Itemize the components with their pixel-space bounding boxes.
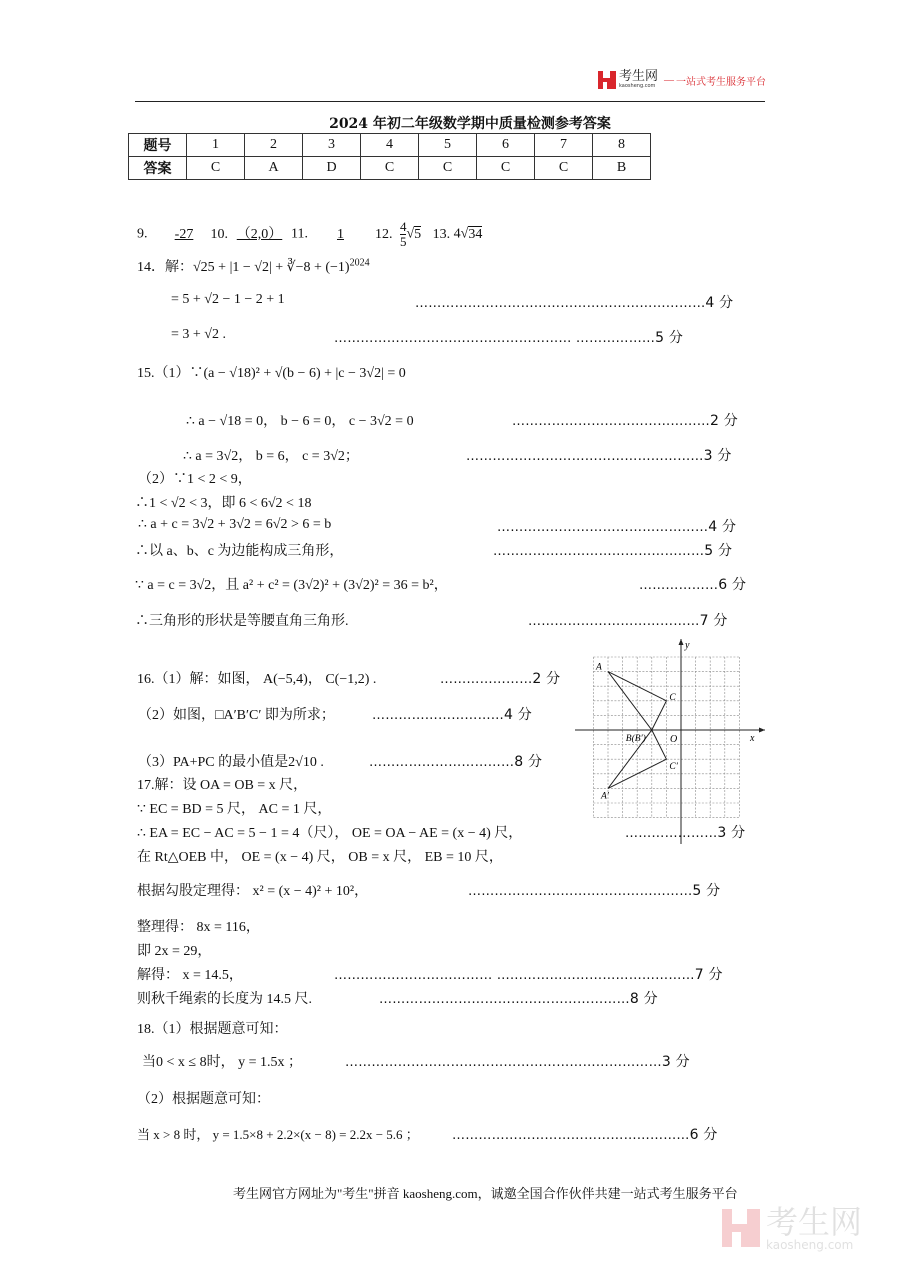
coordinate-figure <box>575 636 770 846</box>
q14-line-1 <box>137 256 370 276</box>
score-leader: ………………………………………2 分 <box>512 413 738 429</box>
q10-answer: （2,0） <box>236 226 283 242</box>
table-cell: A <box>245 157 303 180</box>
score-leader: …………………2 分 <box>440 671 561 687</box>
logo-text-cn: 考生网 <box>619 69 659 84</box>
q15-line-1: 15.（1）∵(a − √18)² + √(b − 6) + |c − 3√2| = 0 <box>137 366 406 381</box>
score-label: 5 分 <box>692 883 721 899</box>
score-label: 6 分 <box>718 577 747 593</box>
score-leader: …………………3 分 <box>625 825 746 841</box>
score-leader: ………………………………………………6 分 <box>452 1127 718 1143</box>
score-label: 7 分 <box>699 613 728 629</box>
watermark-text-en: kaosheng.com <box>766 1238 854 1252</box>
table-cell: 6 <box>477 134 535 157</box>
q15-line-2: ∴ a − √18 = 0， b − 6 = 0， c − 3√2 = 0 <box>186 414 414 429</box>
table-cell: C <box>361 157 419 180</box>
q17-line-6: 整理得： 8x = 116， <box>137 920 260 935</box>
table-cell: C <box>187 157 245 180</box>
score-label: 3 分 <box>661 1054 690 1070</box>
table-cell: C <box>419 157 477 180</box>
q15-line-7: ∴以 a、b、c 为边能构成三角形， <box>135 544 344 559</box>
watermark-logo <box>722 1205 862 1251</box>
q17-line-9: 则秋千绳索的长度为 14.5 尺. <box>137 992 312 1007</box>
q14-expression: 14．解：√25 + |1 − √2| + ∛−8 + (−1) <box>137 260 350 275</box>
y-axis-label: y <box>685 640 690 651</box>
score-leader: ………………………………………………3 分 <box>466 448 732 464</box>
score-leader: …………………………………………5 分 <box>493 543 733 559</box>
header-slogan: 一站式考生服务平台 <box>676 76 767 88</box>
answer-table <box>128 133 651 180</box>
q15-line-8: ∵ a = c = 3√2，且 a² + c² = (3√2)² + (3√2)² = 36 = b²， <box>135 578 448 593</box>
table-row <box>129 157 651 180</box>
origin-label: O <box>670 734 678 745</box>
score-leader: …………………………………………………………4 分 <box>415 295 734 311</box>
score-label: 3 分 <box>703 448 732 464</box>
score-label: 4 分 <box>705 295 734 311</box>
q12-label: 12. <box>374 226 393 242</box>
y-axis-arrow-icon <box>679 639 684 645</box>
row-header: 答案 <box>129 157 187 180</box>
score-leader: ……………………………………………… ………………5 分 <box>334 330 684 346</box>
score-label: 7 分 <box>694 967 723 983</box>
watermark-text-cn: 考生网 <box>766 1203 863 1241</box>
q13-radicand: 34 <box>468 226 483 242</box>
score-leader: ………………6 分 <box>639 577 747 593</box>
score-leader: ……………………………8 分 <box>369 754 543 770</box>
x-axis-arrow-icon <box>759 728 765 733</box>
table-cell: 1 <box>187 134 245 157</box>
table-row <box>129 134 651 157</box>
table-cell: 2 <box>245 134 303 157</box>
watermark-mark-icon <box>722 1209 760 1247</box>
q12-numerator: 4 <box>399 219 407 234</box>
q18-line-2: 当0 < x ≤ 8时， y = 1.5x ； <box>142 1055 302 1070</box>
row-header: 题号 <box>129 134 187 157</box>
page-title: 2024 年初二年级数学期中质量检测参考答案 <box>329 116 611 132</box>
score-label: 8 分 <box>629 991 658 1007</box>
table-cell: B <box>593 157 651 180</box>
point-label: A′ <box>601 791 609 802</box>
table-cell: 3 <box>303 134 361 157</box>
q9-answer: -27 <box>174 226 194 242</box>
score-label: 5 分 <box>655 330 684 346</box>
logo-text-en: kaosheng.com <box>619 83 656 89</box>
table-cell: C <box>477 157 535 180</box>
q17-line-1: 17.解：设 OA = OB = x 尺， <box>137 778 308 793</box>
q16-line-1: 16.（1）解：如图， A(−5,4)， C(−1,2) . <box>137 672 377 687</box>
score-leader: …………………………4 分 <box>372 707 532 723</box>
q18-line-3: （2）根据题意可知： <box>137 1092 270 1107</box>
point-label: C <box>669 692 676 703</box>
x-axis-label: x <box>750 733 755 744</box>
score-label: 8 分 <box>514 754 543 770</box>
score-leader: …………………………………………………8 分 <box>379 991 658 1007</box>
q17-line-7: 即 2x = 29， <box>137 944 212 959</box>
table-cell: C <box>535 157 593 180</box>
header-divider <box>135 101 765 102</box>
score-leader: …………………………………………4 分 <box>497 519 737 535</box>
point-label: B(B′) <box>625 734 646 744</box>
q15-line-3: ∴ a = 3√2， b = 6， c = 3√2； <box>183 449 359 464</box>
score-label: 5 分 <box>704 543 733 559</box>
q17-line-2: ∵ EC = BD = 5 尺， AC = 1 尺， <box>137 802 332 817</box>
q10-label: 10. <box>210 226 228 242</box>
score-label: 6 分 <box>689 1127 718 1143</box>
point-label: C′ <box>669 762 678 773</box>
q15-line-5: ∴1 < √2 < 3，即 6 < 6√2 < 18 <box>135 496 312 511</box>
score-leader: ………………………………………………………………3 分 <box>345 1054 690 1070</box>
score-leader: …………………………………7 分 <box>528 613 728 629</box>
score-label: 3 分 <box>717 825 746 841</box>
q13-label: 13. <box>432 226 451 242</box>
q18-line-4: 当 x > 8 时， y = 1.5×8 + 2.2×(x − 8) = 2.2x − 5.6 ； <box>137 1127 419 1142</box>
q12-radicand: 5 <box>414 226 422 242</box>
table-cell: 8 <box>593 134 651 157</box>
q17-line-4: 在 Rt△OEB 中， OE = (x − 4) 尺， OB = x 尺， EB = 10 尺， <box>137 850 503 865</box>
q16-line-2: （2）如图，□A′B′C′ 即为所求； <box>138 708 335 723</box>
point-label: A <box>596 662 602 673</box>
header-logo <box>598 71 766 89</box>
q16-line-3: （3）PA+PC 的最小值是2√10 . <box>138 755 324 770</box>
q18-line-1: 18.（1）根据题意可知： <box>137 1022 288 1037</box>
fill-blanks-line <box>137 220 482 249</box>
table-cell: 4 <box>361 134 419 157</box>
score-label: 2 分 <box>532 671 561 687</box>
logo-mark-icon <box>598 71 616 89</box>
q17-line-8: 解得： x = 14.5， <box>137 968 243 983</box>
q15-line-9: ∴三角形的形状是等腰直角三角形. <box>135 614 349 629</box>
score-leader: ……………………………… ………………………………………7 分 <box>334 967 723 983</box>
q11-answer: 1 <box>336 226 344 242</box>
sqrt-icon: √ <box>406 226 415 242</box>
table-cell: 7 <box>535 134 593 157</box>
q12-denominator: 5 <box>399 234 407 249</box>
q14-line-2: = 5 + √2 − 1 − 2 + 1 <box>171 292 285 307</box>
q15-line-4: （2）∵1 < 2 < 9， <box>138 472 252 487</box>
q17-line-3: ∴ EA = EC − AC = 5 − 1 = 4（尺）， OE = OA − AE = (x − 4) 尺， <box>137 826 523 841</box>
q17-line-5: 根据勾股定理得： x² = (x − 4)² + 10²， <box>137 884 369 899</box>
table-cell: 5 <box>419 134 477 157</box>
q15-line-6: ∴ a + c = 3√2 + 3√2 = 6√2 > 6 = b <box>138 517 332 532</box>
score-label: 4 分 <box>708 519 737 535</box>
score-label: 4 分 <box>504 707 532 723</box>
logo-dash: — <box>664 74 675 86</box>
score-label: 2 分 <box>710 413 738 429</box>
q9-label: 9. <box>137 226 148 242</box>
q13-coefficient: 4 <box>453 226 461 242</box>
footer-text: 考生网官方网址为"考生"拼音 kaosheng.com，诚邀全国合作伙伴共建一站式考生服务平台 <box>233 1186 738 1201</box>
sqrt-icon: √ <box>460 226 469 242</box>
q11-label: 11. <box>291 226 308 242</box>
table-cell: D <box>303 157 361 180</box>
q14-line-3: = 3 + √2 . <box>171 327 226 342</box>
q14-exponent: 2024 <box>349 257 370 269</box>
score-leader: ……………………………………………5 分 <box>468 883 721 899</box>
